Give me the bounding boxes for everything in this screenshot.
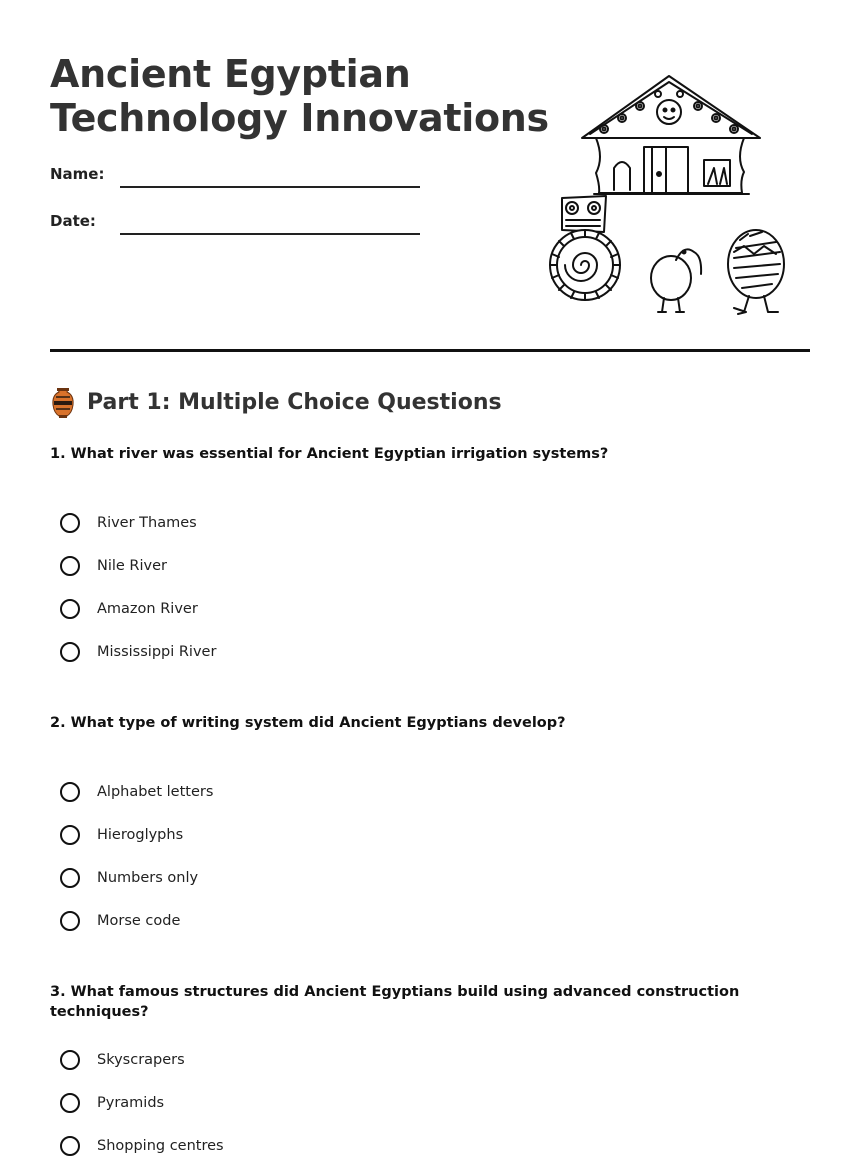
question-3 bbox=[50, 982, 810, 1022]
title-line-2: Technology Innovations bbox=[50, 96, 549, 140]
question-1-text: 1. What river was essential for Ancient Egyptian irrigation systems? bbox=[50, 446, 609, 462]
option-label: River Thames bbox=[97, 515, 197, 531]
header-divider bbox=[50, 349, 810, 352]
question-3-text: 3. What famous structures did Ancient Egyptians build using advanced construction techniques? bbox=[50, 984, 740, 1020]
option-q3-c[interactable] bbox=[60, 1133, 224, 1159]
radio-button[interactable] bbox=[60, 911, 80, 931]
radio-button[interactable] bbox=[60, 642, 80, 662]
date-input-line[interactable] bbox=[120, 233, 420, 235]
option-q1-d[interactable] bbox=[60, 639, 216, 665]
option-q1-c[interactable] bbox=[60, 596, 198, 622]
worksheet-page bbox=[50, 0, 810, 1154]
radio-button[interactable] bbox=[60, 556, 80, 576]
egyptian-temple-and-animals-icon bbox=[544, 68, 794, 318]
option-label: Morse code bbox=[97, 913, 181, 929]
worksheet-title bbox=[50, 52, 550, 140]
question-2-text: 2. What type of writing system did Ancient Egyptians develop? bbox=[50, 715, 566, 731]
radio-button[interactable] bbox=[60, 868, 80, 888]
option-label: Skyscrapers bbox=[97, 1052, 185, 1068]
option-label: Alphabet letters bbox=[97, 784, 214, 800]
name-input-line[interactable] bbox=[120, 186, 420, 188]
date-label: Date: bbox=[50, 212, 96, 230]
worksheet-header bbox=[50, 0, 810, 352]
option-label: Amazon River bbox=[97, 601, 198, 617]
option-label: Shopping centres bbox=[97, 1138, 224, 1154]
part1-heading bbox=[50, 386, 502, 420]
question-2 bbox=[50, 713, 810, 733]
option-label: Mississippi River bbox=[97, 644, 217, 660]
radio-button[interactable] bbox=[60, 513, 80, 533]
option-label: Pyramids bbox=[97, 1095, 165, 1111]
radio-button[interactable] bbox=[60, 599, 80, 619]
date-field[interactable] bbox=[50, 212, 420, 236]
option-q3-b[interactable] bbox=[60, 1090, 164, 1116]
option-q3-a[interactable] bbox=[60, 1047, 185, 1073]
radio-button[interactable] bbox=[60, 1136, 80, 1156]
option-label: Numbers only bbox=[97, 870, 199, 886]
option-q2-b[interactable] bbox=[60, 822, 183, 848]
option-q2-d[interactable] bbox=[60, 908, 180, 934]
name-field[interactable] bbox=[50, 165, 420, 189]
option-q2-c[interactable] bbox=[60, 865, 198, 891]
radio-button[interactable] bbox=[60, 1093, 80, 1113]
option-q1-b[interactable] bbox=[60, 553, 167, 579]
name-label: Name: bbox=[50, 165, 105, 183]
option-q2-a[interactable] bbox=[60, 779, 213, 805]
radio-button[interactable] bbox=[60, 782, 80, 802]
part1-title: Part 1: Multiple Choice Questions bbox=[87, 390, 502, 415]
option-label: Hieroglyphs bbox=[97, 827, 184, 843]
amphora-vase-icon bbox=[50, 388, 76, 418]
title-line-1: Ancient Egyptian bbox=[50, 52, 411, 96]
option-q1-a[interactable] bbox=[60, 510, 197, 536]
radio-button[interactable] bbox=[60, 1050, 80, 1070]
option-label: Nile River bbox=[97, 558, 168, 574]
question-1 bbox=[50, 444, 810, 464]
radio-button[interactable] bbox=[60, 825, 80, 845]
